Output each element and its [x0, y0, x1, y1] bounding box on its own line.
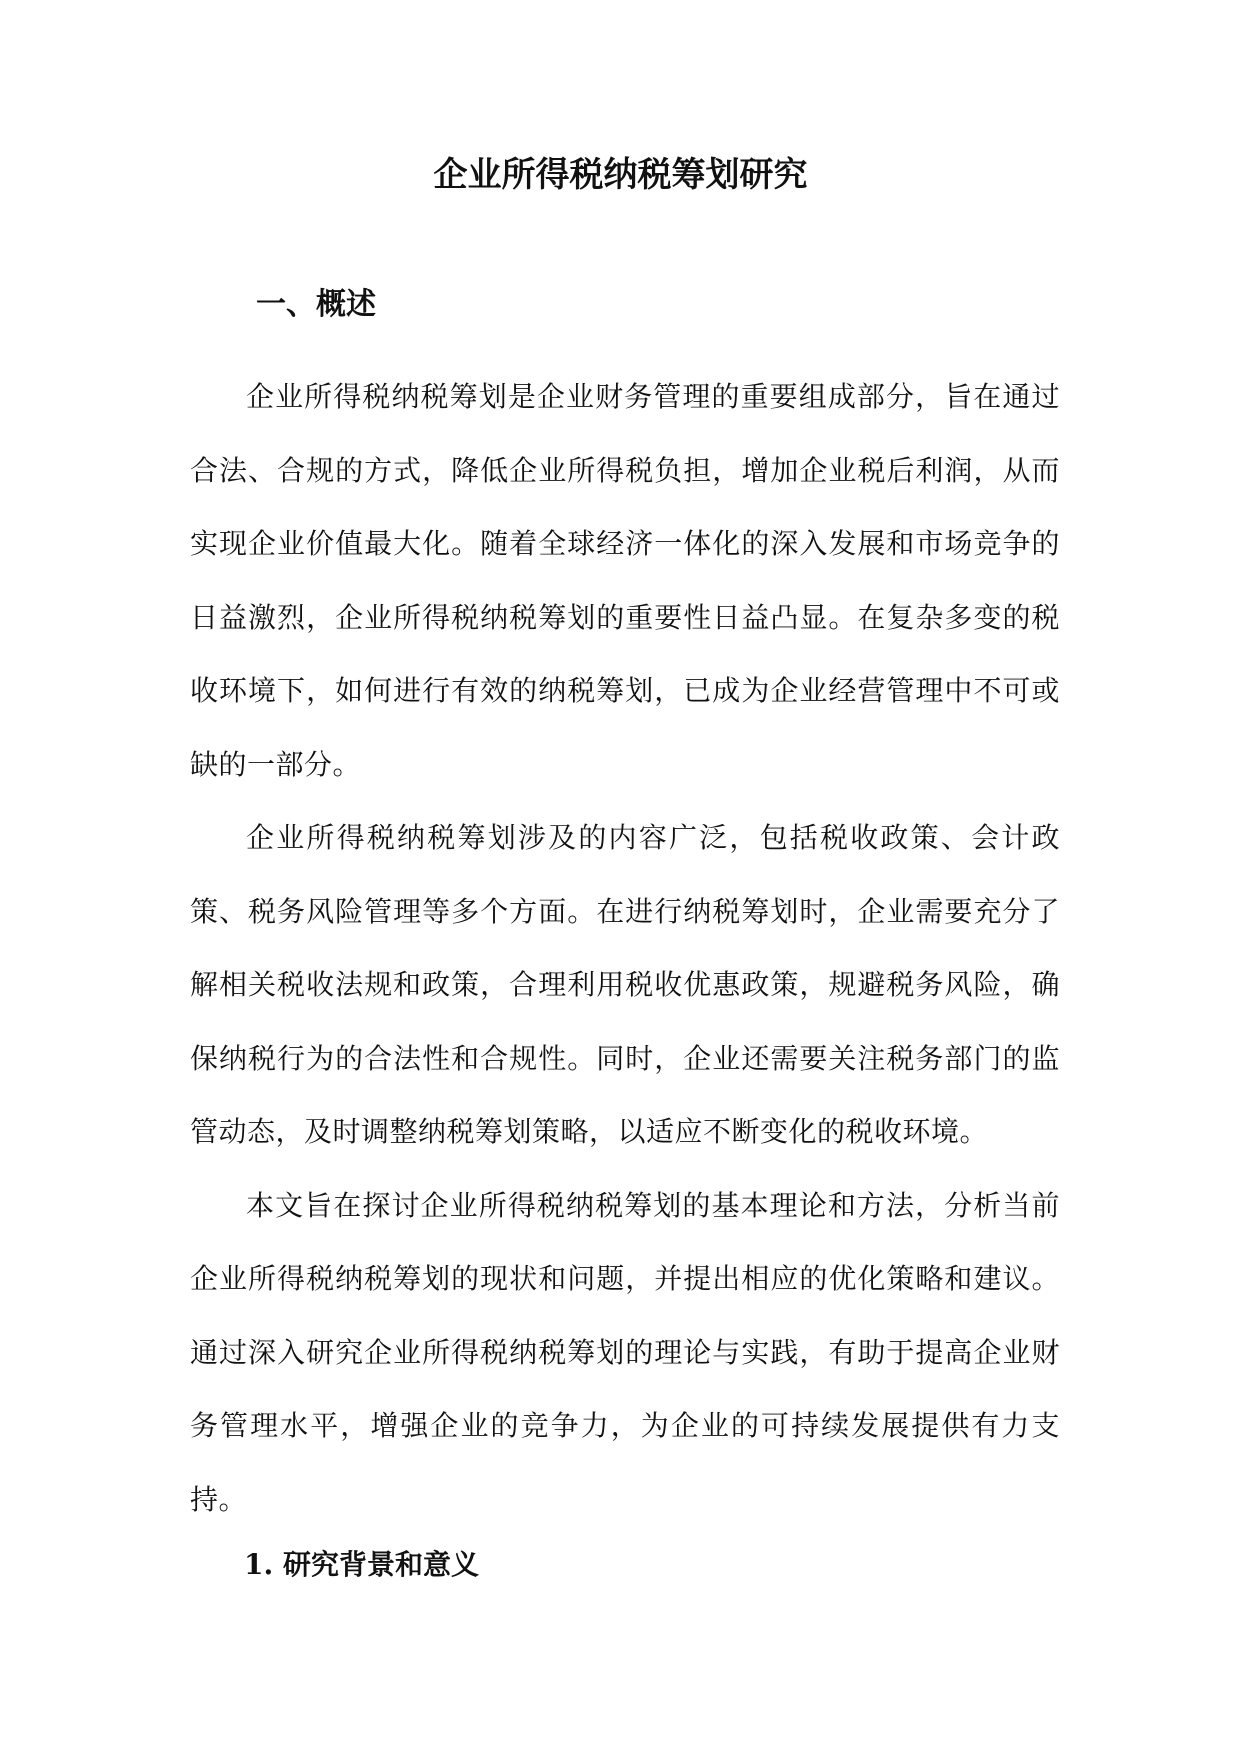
paragraph: 企业所得税纳税筹划是企业财务管理的重要组成部分，旨在通过合法、合规的方式，降低企业所得税负担，增加企业税后利润，从而实现企业价值最大化。随着全球经济一体化的深入发展和市场竞争的日益激烈，企业所得税纳税筹划的重要性日益凸显。在复杂多变的税收环境下，如何进行有效的纳税筹划，已成为企业经营管理中不可或缺的一部分。 — [190, 380, 1060, 781]
section-heading-overview: 一、概述 — [256, 287, 376, 322]
paragraph: 企业所得税纳税筹划涉及的内容广泛，包括税收政策、会计政策、税务风险管理等多个方面。在进行纳税筹划时，企业需要充分了解相关税收法规和政策，合理利用税收优惠政策，规避税务风险，确保纳税行为的合法性和合规性。同时，企业还需要关注税务部门的监管动态，及时调整纳税筹划策略，以适应不断变化的税收环境。 — [190, 821, 1060, 1148]
body-text — [190, 360, 1060, 1536]
document-title: 企业所得税纳税筹划研究 — [433, 155, 808, 195]
paragraph: 本文旨在探讨企业所得税纳税筹划的基本理论和方法，分析当前企业所得税纳税筹划的现状和问题，并提出相应的优化策略和建议。通过深入研究企业所得税纳税筹划的理论与实践，有助于提高企业财务管理水平，增强企业的竞争力，为企业的可持续发展提供有力支持。 — [190, 1188, 1060, 1516]
subheading-research-background: 1. 研究背景和意义 — [244, 1548, 479, 1581]
